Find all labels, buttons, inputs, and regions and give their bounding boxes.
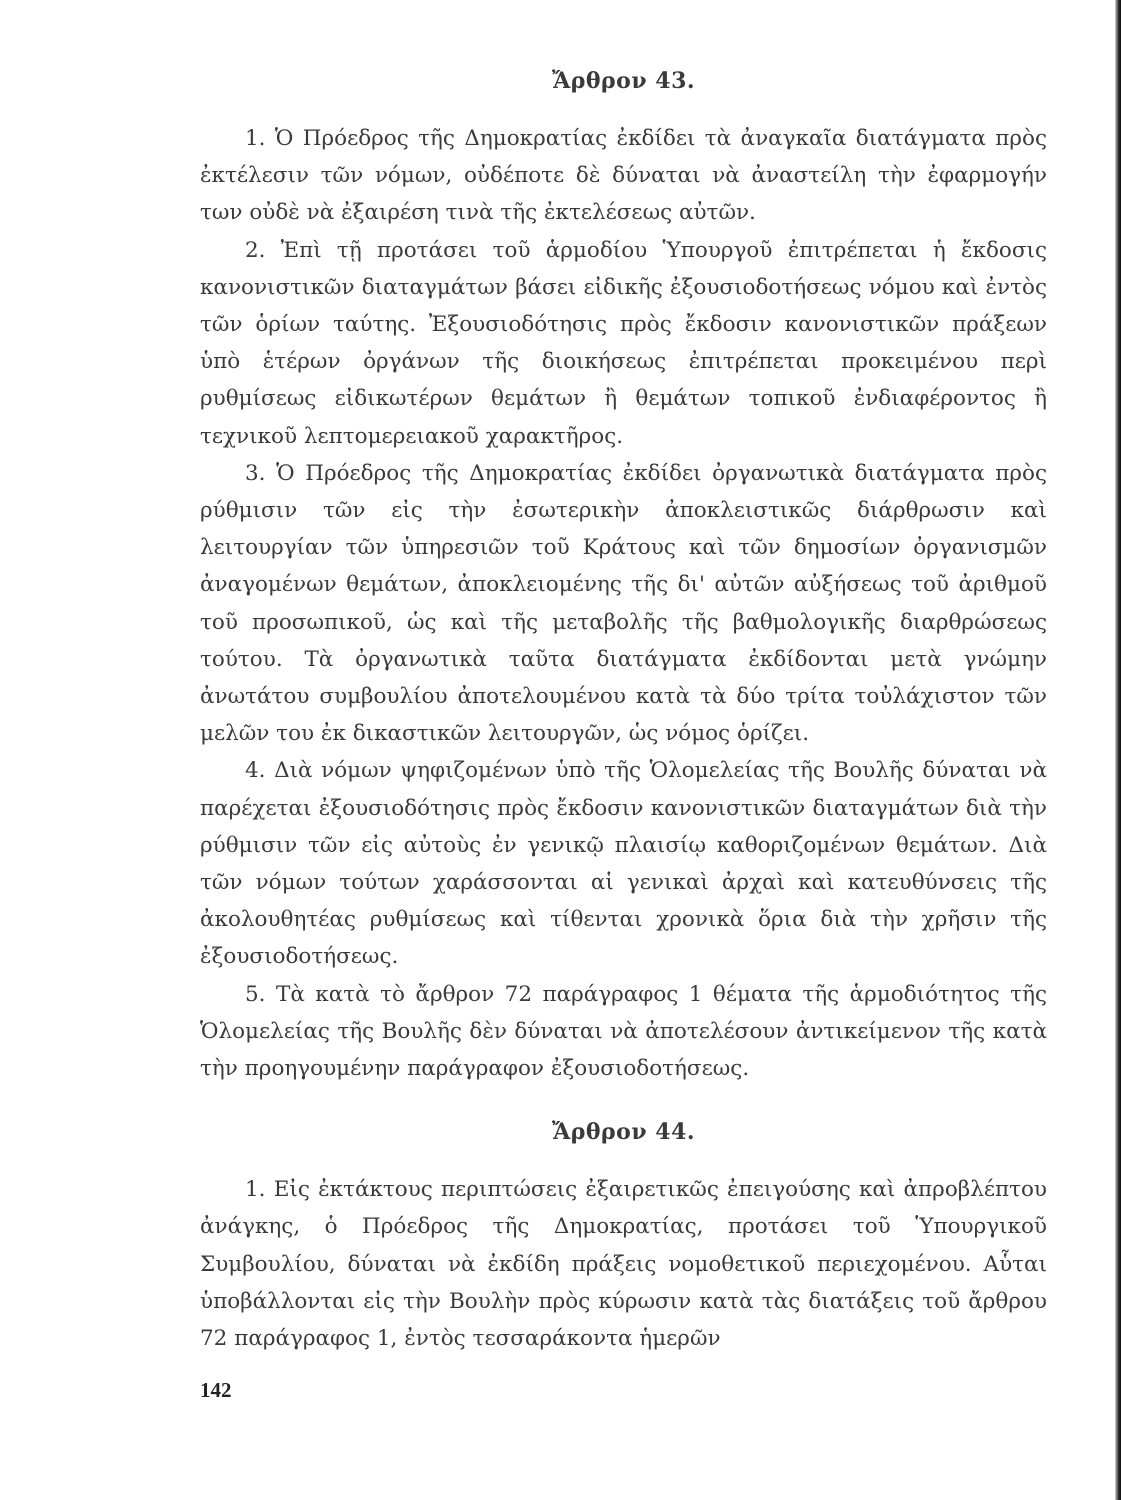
page-number: 142 <box>200 1378 232 1402</box>
article-43-paragraph-5: 5. Τὰ κατὰ τὸ ἄρθρον 72 παράγραφος 1 θέματα τῆς ἁρμοδιότητος τῆς Ὁλομελείας τῆς Βουλῆς δὲν δύναται νὰ ἀποτελέσουν ἀντικείμενον τῆς κατὰ τὴν προηγουμένην παράγραφον ἐξουσιοδοτήσεως. <box>200 981 1047 1082</box>
page-body <box>200 62 1047 1357</box>
article-44-title: Ἄρθρον 44. <box>551 1119 696 1146</box>
page-edge-shadow <box>1115 0 1121 1500</box>
article-43-paragraph-3: 3. Ὁ Πρόεδρος τῆς Δημοκρατίας ἐκδίδει ὀργανωτικὰ διατάγματα πρὸς ρύθμισιν τῶν εἰς τὴν ἐσωτερικὴν ἀποκλειστικῶς διάρθρωσιν καὶ λειτουργίαν τῶν ὑπηρεσιῶν τοῦ Κράτους καὶ τῶν δημοσίων ὀργανισμῶν ἀναγομένων θεμάτων, ἀποκλειομένης τῆς δι' αὐτῶν αὐξήσεως τοῦ ἀριθμοῦ τοῦ προσωπικοῦ, ὡς καὶ τῆς μεταβολῆς τῆς βαθμολογικῆς διαρθρώσεως τούτου. Τὰ ὀργανωτικὰ ταῦτα διατάγματα ἐκδίδονται μετὰ γνώμην ἀνωτάτου συμβουλίου ἀποτελουμένου κατὰ τὰ δύο τρίτα τοὐλάχιστον τῶν μελῶν του ἐκ δικαστικῶν λειτουργῶν, ὡς νόμος ὁρίζει. <box>200 460 1047 747</box>
article-44-paragraph-1: 1. Εἰς ἐκτάκτους περιπτώσεις ἐξαιρετικῶς ἐπειγούσης καὶ ἀπροβλέπτου ἀνάγκης, ὁ Πρόεδρος τῆς Δημοκρατίας, προτάσει τοῦ Ὑπουργικοῦ Συμβουλίου, δύναται νὰ ἐκδίδη πράξεις νομοθετικοῦ περιεχομένου. Αὗται ὑποβάλλονται εἰς τὴν Βουλὴν πρὸς κύρωσιν κατὰ τὰς διατάξεις τοῦ ἄρθρου 72 παράγραφος 1, ἐντὸς τεσσαράκοντα ἡμερῶν <box>200 1177 1047 1352</box>
article-43-paragraph-4: 4. Διὰ νόμων ψηφιζομένων ὑπὸ τῆς Ὁλομελείας τῆς Βουλῆς δύναται νὰ παρέχεται ἐξουσιοδότησις πρὸς ἔκδοσιν κανονιστικῶν διαταγμάτων διὰ τὴν ρύθμισιν τῶν εἰς αὐτοὺς ἐν γενικῷ πλαισίῳ καθοριζομένων θεμάτων. Διὰ τῶν νόμων τούτων χαράσσονται αἱ γενικαὶ ἀρχαὶ καὶ κατευθύνσεις τῆς ἀκολουθητέας ρυθμίσεως καὶ τίθενται χρονικὰ ὅρια διὰ τὴν χρῆσιν τῆς ἐξουσιοδοτήσεως. <box>200 758 1047 970</box>
article-43-title: Ἄρθρον 43. <box>551 68 696 94</box>
article-43-paragraph-2: 2. Ἐπὶ τῇ προτάσει τοῦ ἁρμοδίου Ὑπουργοῦ ἐπιτρέπεται ἡ ἔκδοσις κανονιστικῶν διαταγμάτων βάσει εἰδικῆς ἐξουσιοδοτήσεως νόμου καὶ ἐντὸς τῶν ὁρίων ταύτης. Ἐξουσιοδότησις πρὸς ἔκδοσιν κανονιστικῶν πράξεων ὑπὸ ἑτέρων ὀργάνων τῆς διοικήσεως ἐπιτρέπεται προκειμένου περὶ ρυθμίσεως εἰδικωτέρων θεμάτων ἢ θεμάτων τοπικοῦ ἐνδιαφέροντος ἢ τεχνικοῦ λεπτομερειακοῦ χαρακτῆρος. <box>200 237 1047 449</box>
article-43-paragraph-1: 1. Ὁ Πρόεδρος τῆς Δημοκρατίας ἐκδίδει τὰ ἀναγκαῖα διατάγματα πρὸς ἐκτέλεσιν τῶν νόμων, οὐδέποτε δὲ δύναται νὰ ἀναστείλη τὴν ἐφαρμογήν των οὐδὲ νὰ ἐξαιρέση τινὰ τῆς ἐκτελέσεως αὐτῶν. <box>200 126 1047 226</box>
